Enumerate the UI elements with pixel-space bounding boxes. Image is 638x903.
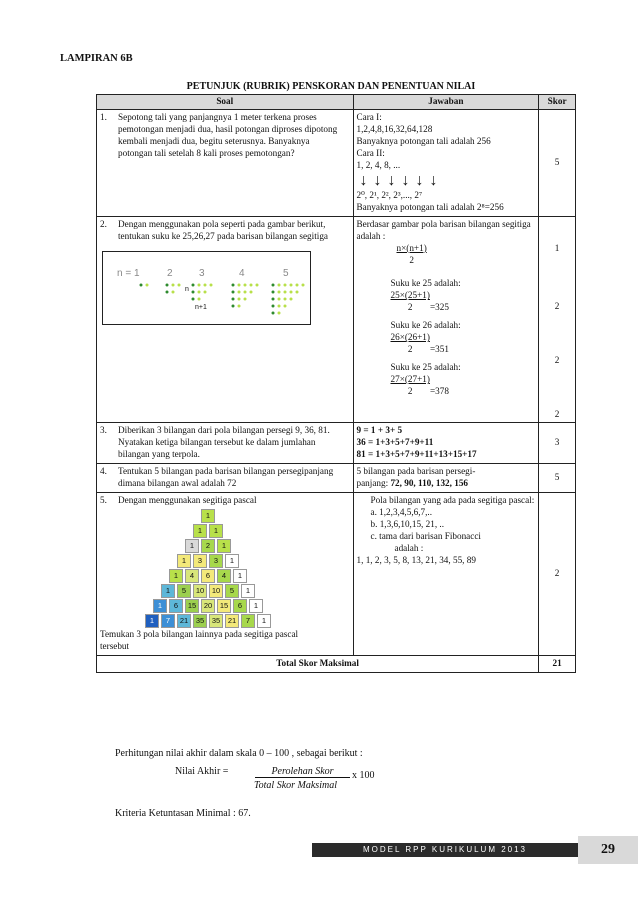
pascal-row: [168, 569, 248, 583]
rubric-title: PETUNJUK (RUBRIK) PENSKORAN DAN PENENTUAN NILAI: [186, 81, 476, 92]
pascal-cell: 10: [193, 584, 207, 598]
fraction-denominator: Total Skor Maksimal: [254, 780, 337, 791]
pascal-cell: 1: [193, 524, 207, 538]
pascal-cell: 1: [249, 599, 263, 613]
down-arrow-icon: ↓: [359, 171, 368, 189]
pascal-cell: 6: [169, 599, 183, 613]
pascal-cell: 6: [233, 599, 247, 613]
appendix-label: LAMPIRAN 6B: [60, 53, 133, 64]
rubric-table: [96, 94, 576, 673]
pascal-cell: 4: [185, 569, 199, 583]
pascal-row: [176, 554, 240, 568]
table-row: [97, 464, 576, 493]
answer-5: Pola bilangan yang ada pada segitiga pascal: a. 1,2,3,4,5,6,7,.. b. 1,3,6,10,15, 21, .. c. tama dari barisan Fibonacci adalah : 1, 1, 2, 3, 5, 8, 13, 21, 34, 55, 89: [353, 493, 539, 656]
pascal-cell: 1: [185, 539, 199, 553]
pascal-cell: 6: [201, 569, 215, 583]
question-1: 1. Sepotong tali yang panjangnya 1 meter terkena proses pemotongan menjadi dua, hasil potongan diproses dipotong kembali menjadi dua, begitu seterusnya. Banyaknya potongan tali setelah 8 kali proses pemotongan?: [97, 110, 354, 217]
pascal-cell: 4: [217, 569, 231, 583]
total-score: 21: [539, 656, 576, 673]
final-score-label: Nilai Akhir =: [175, 766, 229, 777]
question-2: 2. Dengan menggunakan pola seperti pada gambar berikut, tentukan suku ke 25,26,27 pada barisan bilangan segitiga n = 1 2 3 4 5 n n+1: [97, 216, 354, 423]
pascal-row: [184, 539, 232, 553]
pascal-cell: 3: [193, 554, 207, 568]
pascal-cell: 1: [145, 614, 159, 628]
pascal-cell: 35: [193, 614, 207, 628]
pascal-cell: 1: [161, 584, 175, 598]
answer-2: Berdasar gambar pola barisan bilangan segitiga adalah : $\frac{n\times(n+1)}{2}$ Suku ke 25 adalah: $\frac{25\times(25+1)}{2}=325$ Suku ke 26 adalah: $\frac{26\times(26+1)}{2}=351$ Suku ke 25 adalah: $\frac{27\times(27+1)}{2}=378$: [353, 216, 539, 423]
total-label: Total Skor Maksimal: [97, 656, 539, 673]
pascal-row: [144, 614, 272, 628]
kkm-text: Kriteria Ketuntasan Minimal : 67.: [115, 808, 251, 819]
score-5: 2: [539, 493, 576, 656]
pascal-cell: 1: [177, 554, 191, 568]
score-1: 5: [539, 110, 576, 217]
pascal-triangle: [100, 509, 350, 629]
pascal-cell: 21: [225, 614, 239, 628]
pascal-cell: 1: [153, 599, 167, 613]
footer-title: MODEL RPP KURIKULUM 2013: [312, 843, 578, 857]
pascal-cell: 5: [225, 584, 239, 598]
pascal-cell: 1: [241, 584, 255, 598]
pascal-cell: 10: [209, 584, 223, 598]
pascal-cell: 1: [225, 554, 239, 568]
pascal-cell: 1: [209, 524, 223, 538]
score-3: 3: [539, 423, 576, 464]
pascal-cell: 15: [185, 599, 199, 613]
answer-3: 9 = 1 + 3+ 5 36 = 1+3+5+7+9+11 81 = 1+3+5+7+9+11+13+15+17: [353, 423, 539, 464]
score-4: 5: [539, 464, 576, 493]
calculation-text: Perhitungan nilai akhir dalam skala 0 – 100 , sebagai berikut :: [115, 748, 363, 759]
pascal-cell: 35: [209, 614, 223, 628]
down-arrow-icon: ↓: [401, 171, 410, 189]
answer-1: Cara I: 1,2,4,8,16,32,64,128 Banyaknya potongan tali adalah 256 Cara II: 1, 2, 4, 8, ... ↓ ↓ ↓ ↓ ↓ ↓ 2⁰, 2¹, 2², 2³,..., 2⁷ Banyaknya potongan tali adalah 2⁸=256: [353, 110, 539, 217]
triangular-pattern-figure: n = 1 2 3 4 5 n n+1: [102, 251, 311, 325]
header-jawaban: Jawaban: [353, 95, 539, 110]
header-skor: Skor: [539, 95, 576, 110]
times-100: x 100: [352, 770, 375, 781]
arrows: [357, 172, 536, 190]
pascal-cell: 3: [209, 554, 223, 568]
question-4: 4. Tentukan 5 bilangan pada barisan bilangan persegipanjang dimana bilangan awal adalah 72: [97, 464, 354, 493]
table-row: [97, 423, 576, 464]
pascal-cell: 1: [257, 614, 271, 628]
answer-4: 5 bilangan pada barisan persegi- panjang: 72, 90, 110, 132, 156: [353, 464, 539, 493]
pascal-row: [200, 509, 216, 523]
header-soal: Soal: [97, 95, 354, 110]
pascal-cell: 20: [201, 599, 215, 613]
pascal-cell: 21: [177, 614, 191, 628]
down-arrow-icon: ↓: [373, 171, 382, 189]
table-row: [97, 493, 576, 656]
pascal-row: [192, 524, 224, 538]
pascal-cell: 15: [217, 599, 231, 613]
down-arrow-icon: ↓: [387, 171, 396, 189]
pascal-row: [152, 599, 264, 613]
pascal-cell: 7: [161, 614, 175, 628]
pascal-cell: 1: [217, 539, 231, 553]
pascal-row: [160, 584, 256, 598]
pascal-cell: 2: [201, 539, 215, 553]
page-number: 29: [578, 836, 638, 864]
question-3: 3. Diberikan 3 bilangan dari pola bilangan persegi 9, 36, 81. Nyatakan ketiga bilangan tersebut ke dalam jumlahan bilangan yang terpola.: [97, 423, 354, 464]
pascal-cell: 7: [241, 614, 255, 628]
table-row: [97, 110, 576, 217]
fraction-numerator: Perolehan Skor: [255, 766, 350, 778]
table-row: [97, 216, 576, 423]
pascal-cell: 5: [177, 584, 191, 598]
question-5: 5. Dengan menggunakan segitiga pascal 1 1 1 1 2 1 1 3 3 1 1 4 6 4 1 1 5 10 10 5 1 1 6 15 20 15 6 1 1 7 21 35 35 21 7 1 Temukan 3 pola bilangan lainnya pada segitiga pascal tersebut: [97, 493, 354, 656]
total-row: [97, 656, 576, 673]
score-2: 1 2 2 2: [539, 216, 576, 423]
pascal-cell: 1: [201, 509, 215, 523]
pascal-cell: 1: [233, 569, 247, 583]
down-arrow-icon: ↓: [429, 171, 438, 189]
down-arrow-icon: ↓: [415, 171, 424, 189]
table-header-row: [97, 95, 576, 110]
pascal-cell: 1: [169, 569, 183, 583]
dot-pattern: [103, 252, 310, 324]
